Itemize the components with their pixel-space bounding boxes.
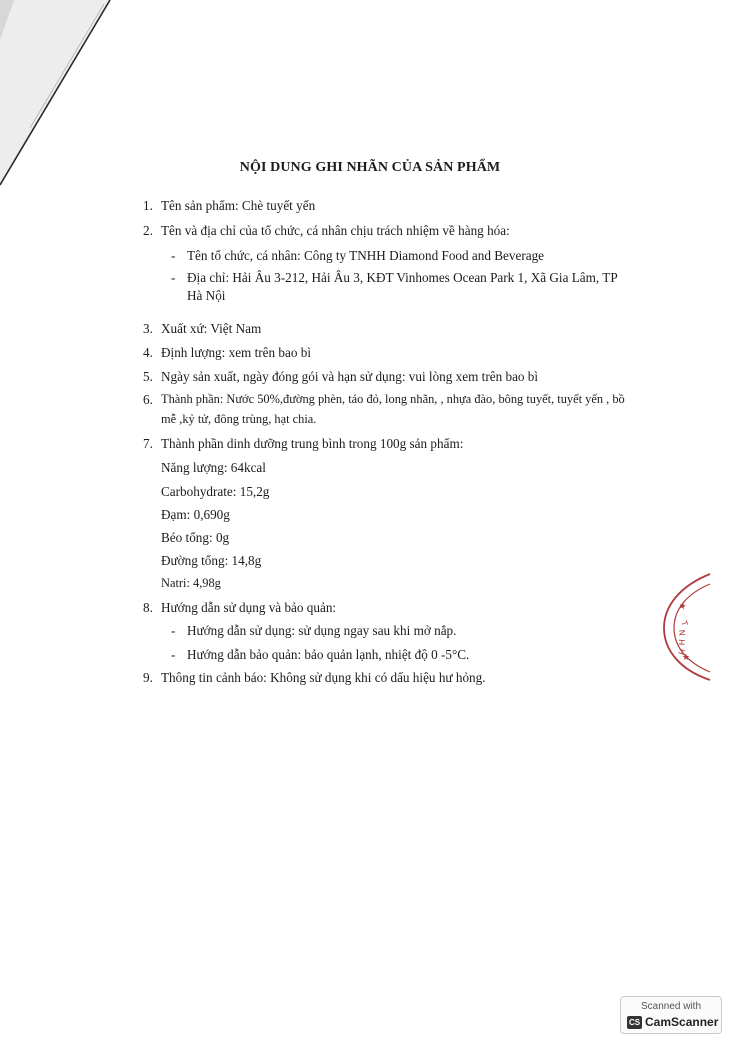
item-number-2: 2. [143,223,153,238]
svg-text:N: N [677,629,687,637]
camscanner-logo-icon: CS [628,1018,641,1027]
item-number-8: 8. [143,600,153,615]
svg-text:★: ★ [677,601,688,613]
responsible-party-heading: Tên và địa chỉ của tổ chức, cá nhân chịu trách nhiệm về hàng hóa: [161,223,510,238]
item-number-1: 1. [143,198,153,213]
nutrition-heading: Thành phần dinh dưỡng trung bình trong 100g sản phẩm: [161,436,464,451]
origin: Xuất xứ: Việt Nam [161,321,262,336]
item-number-5: 5. [143,369,153,384]
usage-storage-heading: Hướng dẫn sử dụng và bảo quản: [161,600,337,615]
nutrition-protein: Đạm: 0,690g [161,507,230,522]
net-quantity: Định lượng: xem trên bao bì [161,345,312,360]
document-title: NỘI DUNG GHI NHÃN CỦA SẢN PHẨM [239,160,501,175]
warning-info: Thông tin cảnh báo: Không sử dụng khi có dấu hiệu hư hỏng. [161,670,486,685]
address-line-1: Địa chỉ: Hải Âu 3-212, Hải Âu 3, KĐT Vinhomes Ocean Park 1, Xã Gia Lâm, TP [187,270,618,285]
dates-info: Ngày sản xuất, ngày đóng gói và hạn sử dụng: vui lòng xem trên bao bì [161,369,539,384]
nutrition-sugar: Đường tổng: 14,8g [161,553,262,568]
item-number-9: 9. [143,670,153,685]
bullet-dash: - [171,248,176,263]
company-stamp [652,572,712,682]
nutrition-carbohydrate: Carbohydrate: 15,2g [161,484,270,499]
item-number-7: 7. [143,436,153,451]
item-number-6: 6. [143,392,153,407]
svg-text:H: H [676,647,687,657]
scanned-with-label: Scanned with [640,1001,702,1012]
bullet-dash: - [171,623,176,638]
nutrition-energy: Năng lượng: 64kcal [161,460,266,475]
ingredients-line-1: Thành phần: Nước 50%,đường phèn, táo đỏ, long nhãn, , nhựa đào, bông tuyết, tuyết yến , bồ [161,392,625,406]
usage-instructions: Hướng dẫn sử dụng: sử dụng ngay sau khi mở nắp. [187,623,457,638]
camscanner-brand: CamScanner [645,1015,719,1029]
product-name: Tên sản phẩm: Chè tuyết yến [161,198,316,213]
storage-instructions: Hướng dẫn bảo quản: bảo quản lạnh, nhiệt độ 0 -5°C. [187,647,470,662]
svg-text:★: ★ [682,653,691,663]
bullet-dash: - [171,647,176,662]
svg-text:H: H [676,638,686,646]
camscanner-watermark [620,996,722,1034]
ingredients-line-2: mễ ,kỷ tử, đông trùng, hạt chia. [161,412,317,426]
bullet-dash: - [171,270,176,285]
organization-name: Tên tổ chức, cá nhân: Công ty TNHH Diamond Food and Beverage [187,248,545,263]
nutrition-sodium: Natri: 4,98g [161,576,221,590]
item-number-3: 3. [143,321,153,336]
item-number-4: 4. [143,345,153,360]
address-line-2: Hà Nội [187,288,226,303]
nutrition-fat: Béo tổng: 0g [161,530,230,545]
svg-text:T: T [679,619,690,628]
